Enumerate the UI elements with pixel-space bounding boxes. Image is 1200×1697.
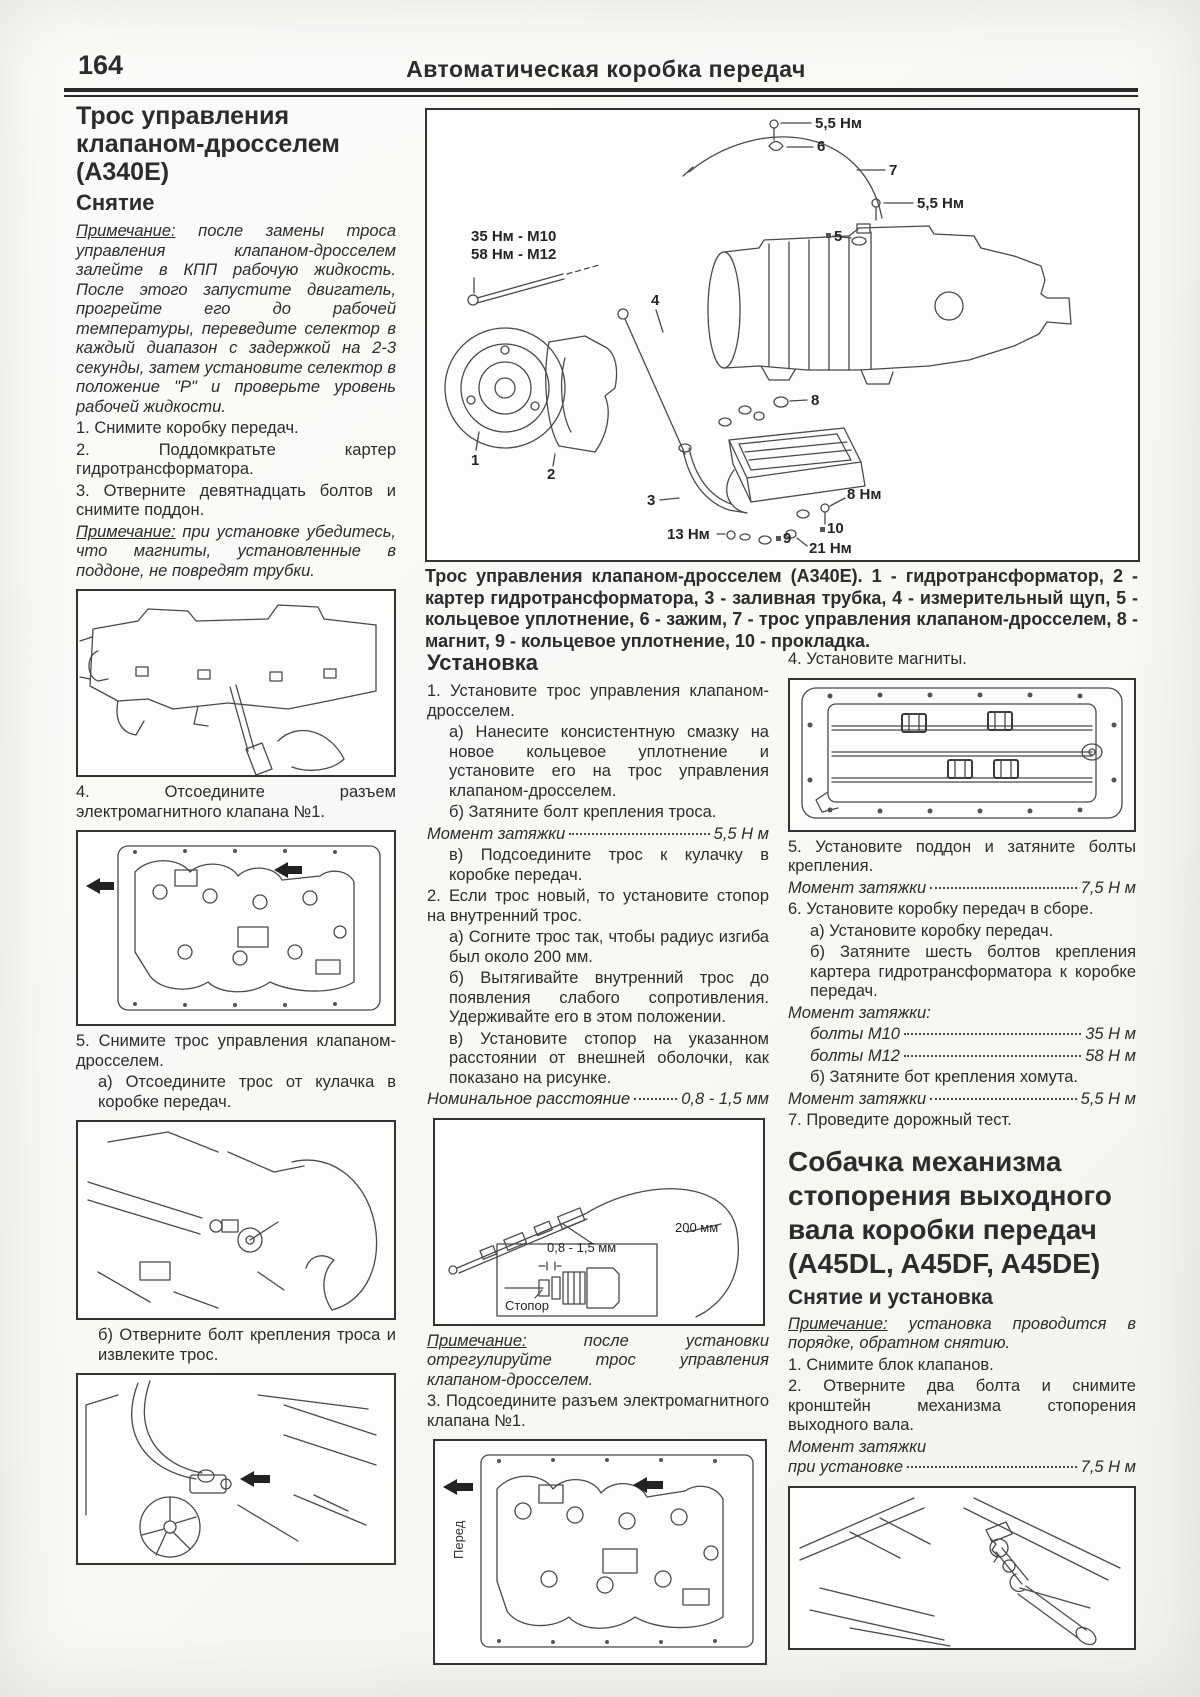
page-number: 164: [78, 50, 124, 80]
label-front-direction: Перед: [451, 1520, 466, 1559]
torque-spec: [788, 1090, 1136, 1110]
step-6: 6. Установите коробку передач в сборе.: [788, 900, 1094, 918]
label-part-10: 10: [827, 520, 844, 537]
cable-cam-sketch: [78, 1122, 394, 1318]
torque-value: 5,5 Н м: [713, 824, 769, 843]
main-figure-caption: Трос управления клапаном-дросселем (А340Е). 1 - гидротрансформатор, 2 - картер гидротрансформатора, 3 - заливная трубка, 4 - измерительный щуп, 5 - кольцевое уплотнение, 6 - зажим, 7 - трос управления клапаном-дросселем, 8 - магнит, 9 - кольцевое уплотнение, 10 - прокладка.: [425, 566, 1138, 651]
torque-value: 7,5 Н м: [1080, 878, 1136, 897]
note-text: после установки отрегулируйте трос управления клапаном-дросселем.: [427, 1331, 769, 1389]
removal-heading: Снятие: [76, 190, 155, 215]
label-part-9: 9: [783, 530, 792, 547]
torque-label: болты М10: [810, 1025, 900, 1043]
label-part-2: 2: [547, 466, 556, 483]
lock-pawl-sketch: [790, 1488, 1134, 1648]
label-stopper: Стопор: [505, 1297, 549, 1313]
note-paragraph: [788, 1315, 1136, 1354]
label-torque-8: 8 Нм: [847, 486, 882, 503]
step-4: 4. Отсоедините разъем электромагнитного клапана №1.: [76, 783, 396, 821]
torque-value: 58 Н м: [1085, 1046, 1136, 1065]
section2-step-1: 1. Снимите блок клапанов.: [788, 1355, 994, 1374]
dotted-leader: [930, 1098, 1076, 1100]
label-part-5: 5: [834, 228, 843, 245]
label-part-1: 1: [471, 452, 480, 469]
transmission-underside-sketch: [78, 591, 394, 775]
label-stopper-gap: 0,8 - 1,5 мм: [547, 1239, 617, 1255]
section2-step-2: 2. Отверните два болта и снимите кронштейн механизма стопорения выходного вала.: [788, 1377, 1136, 1434]
figure-cable-bracket-bolt: [76, 1373, 396, 1565]
oil-pan-magnets-sketch: [790, 680, 1134, 830]
dotted-leader: [569, 833, 709, 835]
note-label: Примечание:: [427, 1331, 527, 1350]
label-part-6: 6: [817, 138, 826, 155]
install-heading: Установка: [427, 650, 539, 675]
step-1: 1. Снимите коробку передач.: [76, 419, 299, 437]
nominal-value: 0,8 - 1,5 мм: [681, 1090, 769, 1108]
header-double-rule: [64, 88, 1138, 97]
main-exploded-diagram: [425, 108, 1140, 562]
note-label: Примечание:: [788, 1314, 888, 1333]
dotted-leader: [904, 1033, 1081, 1035]
note-text: установка проводится в порядке, обратном снятию.: [788, 1314, 1136, 1352]
nominal-spec: [427, 1090, 769, 1110]
torque-spec: [427, 825, 769, 845]
step-7: 7. Проведите дорожный тест.: [788, 1111, 1012, 1129]
step-1a: а) Нанесите консистентную смазку на новое кольцевое уплотнение и установите его на трос управления клапаном-дросселем.: [449, 723, 769, 800]
valve-body-sketch: [78, 832, 394, 1024]
step-3: 3. Отверните девятнадцать болтов и снимите поддон.: [76, 481, 396, 519]
figure-pan-bolt-removal: [76, 589, 396, 777]
torque-spec-line1: [788, 1438, 1136, 1458]
torque-heading: [788, 1004, 1136, 1024]
step-5a: а) Отсоедините трос от кулачка в коробке передач.: [98, 1073, 396, 1111]
torque-spec-line2: [788, 1458, 1136, 1478]
right-column: [788, 650, 1136, 1656]
step-2b: б) Вытягивайте внутренний трос до появления слабого сопротивления. Удерживайте его в этом положении.: [449, 969, 769, 1026]
nominal-label: Номинальное расстояние: [427, 1090, 631, 1108]
label-torque-21: 21 Нм: [809, 540, 852, 557]
torque-value: 5,5 Н м: [1080, 1089, 1136, 1108]
torque-spec-m10: [788, 1025, 1136, 1045]
step-3: 3. Подсоедините разъем электромагнитного клапана №1.: [427, 1392, 769, 1430]
note-paragraph: [76, 222, 396, 417]
note-paragraph: [76, 523, 396, 582]
figure-lock-pawl-bracket: [788, 1486, 1136, 1650]
middle-column: [427, 650, 769, 1671]
note-label: Примечание:: [76, 522, 176, 541]
torque-label: Момент затяжки: [788, 878, 927, 897]
valve-body-front-sketch: [435, 1441, 765, 1663]
left-column: [76, 102, 396, 1571]
dotted-leader: [634, 1098, 677, 1100]
torque-spec-m12: [788, 1047, 1136, 1067]
step-4: 4. Установите магниты.: [788, 650, 967, 668]
step-6c: б) Затяните бот крепления хомута.: [810, 1068, 1078, 1086]
label-torque-13: 13 Нм: [667, 526, 710, 543]
torque-value: 7,5 Н м: [1080, 1458, 1136, 1476]
section2-subtitle: Снятие и установка: [788, 1285, 993, 1309]
section2-title-line2: стопорения выходного: [788, 1179, 1112, 1211]
step-5: 5. Снимите трос управления клапаном-дросселем.: [76, 1032, 396, 1070]
step-5b: б) Отверните болт крепления троса и извлеките трос.: [98, 1326, 396, 1364]
label-part-3: 3: [647, 492, 656, 509]
torque-spec: [788, 879, 1136, 899]
dotted-leader: [907, 1466, 1077, 1468]
step-6b: б) Затяните шесть болтов крепления картера гидротрансформатора к коробке передач.: [810, 943, 1136, 1000]
figure-pan-magnets: [788, 678, 1136, 832]
note-label: Примечание:: [76, 222, 176, 240]
article-title: Трос управления клапаном-дросселем (А340Е): [76, 102, 340, 186]
label-torque-top: 5,5 Нм: [815, 115, 862, 132]
torque-label: Момент затяжки:: [788, 1003, 931, 1022]
torque-label: при установке: [788, 1458, 904, 1476]
figure-valve-body-front: [433, 1439, 767, 1665]
page-header-title: Автоматическая коробка передач: [406, 56, 806, 82]
figure-valve-body-connector: [76, 830, 396, 1026]
section2-title: [788, 1145, 1136, 1281]
step-6a: а) Установите коробку передач.: [810, 921, 1054, 940]
label-part-7: 7: [889, 162, 898, 179]
label-torque-m12: 58 Нм - М12: [471, 246, 557, 263]
label-part-4: 4: [651, 292, 660, 309]
step-1: 1. Установите трос управления клапаном-дросселем.: [427, 682, 769, 720]
torque-value: 35 Н м: [1085, 1025, 1136, 1043]
torque-label: Момент затяжки: [788, 1089, 927, 1108]
step-5: 5. Установите поддон и затяните болты крепления.: [788, 837, 1136, 875]
label-part-8: 8: [811, 392, 820, 409]
figure-cable-stopper: [433, 1118, 765, 1326]
note-text: при установке убедитесь, что магниты, установленные в поддоне, не повредят трубки.: [76, 522, 396, 580]
label-torque-cable: 5,5 Нм: [917, 195, 964, 212]
step-1c: в) Подсоедините трос к кулачку в коробке передач.: [449, 846, 769, 884]
exploded-view-sketch: [427, 110, 1138, 560]
section2-title-line3: вала коробки передач: [788, 1213, 1097, 1245]
engine-bay-sketch: [78, 1375, 394, 1563]
step-2a: а) Согните трос так, чтобы радиус изгиба был около 200 мм.: [449, 928, 769, 966]
dotted-leader: [904, 1055, 1081, 1057]
note-paragraph: [427, 1332, 769, 1391]
label-torque-m10: 35 Нм - М10: [471, 228, 557, 245]
note-text: после замены троса управления клапаном-дросселем залейте в КПП рабочую жидкость. После этого запустите двигатель, прогрейте его до рабочей температуры, переведите селектор в каждый диапазон с задержкой на 2-3 секунды, затем установите селектор в положение "Р" и проверьте уровень рабочей жидкости.: [76, 222, 396, 416]
step-2c: в) Установите стопор на указанном расстоянии от внешней оболочки, как показано на рисунке.: [449, 1029, 769, 1087]
step-1b: б) Затяните болт крепления троса.: [449, 803, 717, 821]
figure-cable-cam-disconnect: [76, 1120, 396, 1320]
label-bend-radius: 200 мм: [675, 1219, 719, 1235]
step-2: 2. Если трос новый, то установите стопор на внутренний трос.: [427, 887, 769, 925]
step-2: 2. Поддомкратьте картер гидротрансформатора.: [76, 440, 396, 478]
torque-label: Момент затяжки: [427, 824, 566, 843]
section2-title-line4: (A45DL, A45DF, A45DE): [788, 1247, 1101, 1279]
torque-label: Момент затяжки: [788, 1437, 927, 1456]
section2-title-line1: Собачка механизма: [788, 1145, 1062, 1177]
dotted-leader: [930, 887, 1076, 889]
torque-label: болты М12: [810, 1046, 900, 1065]
